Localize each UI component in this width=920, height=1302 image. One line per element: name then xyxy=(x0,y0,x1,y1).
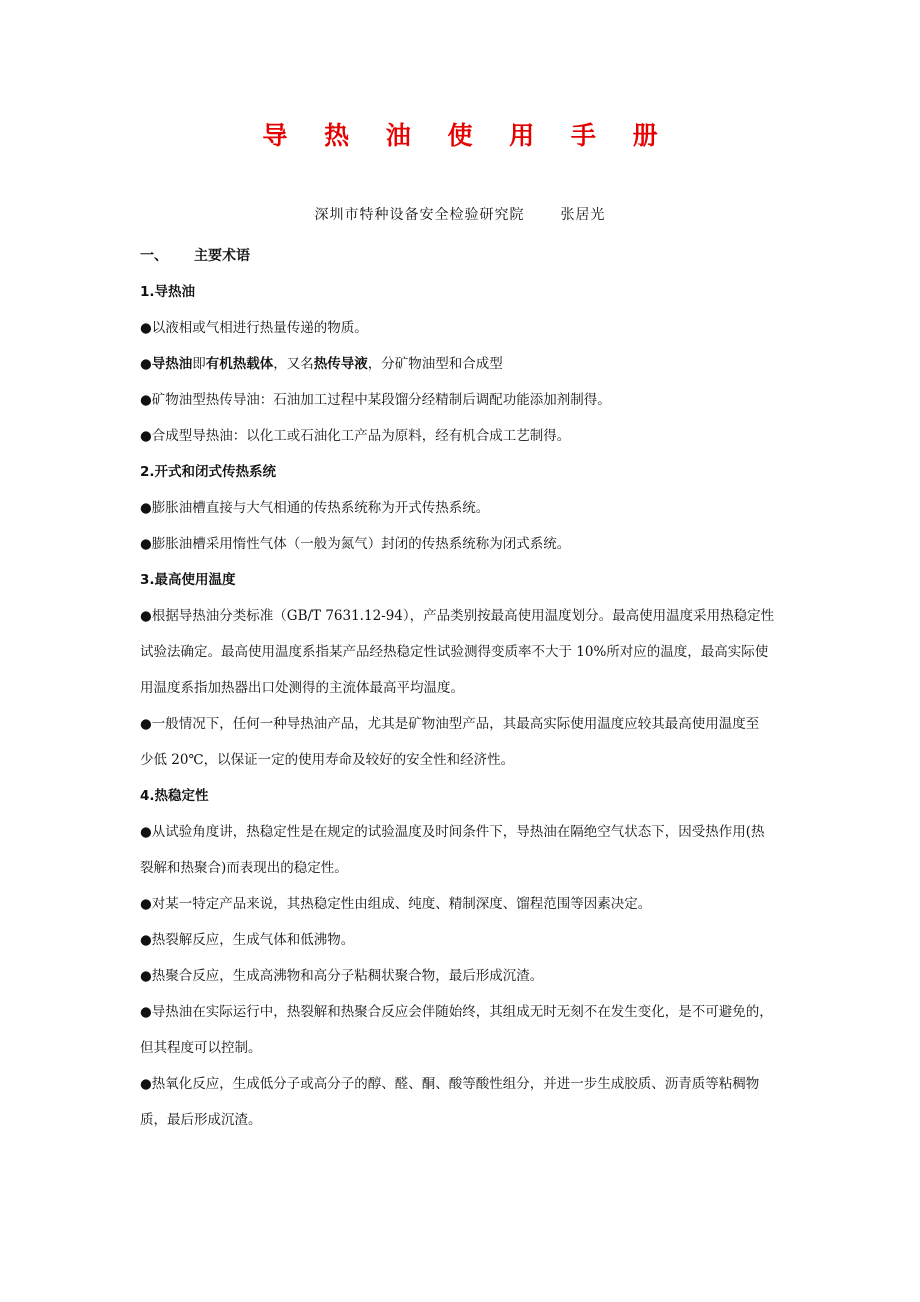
paragraph-line: 但其程度可以控制。 xyxy=(140,1040,262,1056)
paragraph: ●热聚合反应，生成高沸物和高分子粘稠状聚合物，最后形成沉渣。 xyxy=(140,968,544,984)
paragraph: ●热裂解反应，生成气体和低沸物。 xyxy=(140,932,355,948)
section-heading xyxy=(140,238,788,274)
term-bold: 导热油 xyxy=(151,356,193,372)
subsection-heading: 1.导热油 xyxy=(140,284,196,300)
paragraph-line: 试验法确定。最高使用温度系指某产品经热稳定性试验测得变质率不大于 10%所对应的温度，最高实际使 xyxy=(140,644,769,660)
document-body xyxy=(140,238,788,1138)
bullet: ● xyxy=(140,356,152,372)
byline-author: 张居光 xyxy=(560,207,606,223)
paragraph-line: ●一般情况下，任何一种导热油产品，尤其是矿物油型产品，其最高实际使用温度应较其最高使用温度至 xyxy=(140,716,760,732)
paragraph: ●膨胀油槽采用惰性气体（一般为氮气）封闭的传热系统称为闭式系统。 xyxy=(140,536,571,552)
paragraph: ●矿物油型热传导油：石油加工过程中某段馏分经精制后调配功能添加剂制得。 xyxy=(140,392,611,408)
paragraph: ●以液相或气相进行热量传递的物质。 xyxy=(140,320,368,336)
term-bold: 有机热载体 xyxy=(205,356,274,372)
paragraph-line: ●导热油在实际运行中，热裂解和热聚合反应会伴随始终，其组成无时无刻不在发生变化，是不可避免的， xyxy=(140,1004,773,1020)
subsection-heading: 3.最高使用温度 xyxy=(140,572,236,588)
subsection-heading: 4.热稳定性 xyxy=(140,788,209,804)
byline-org: 深圳市特种设备安全检验研究院 xyxy=(314,207,525,223)
paragraph-line: ●根据导热油分类标准（GB/T 7631.12-94），产品类别按最高使用温度划分。最高使用温度采用热稳定性 xyxy=(140,608,775,624)
paragraph-line: ●热氧化反应，生成低分子或高分子的醇、醛、酮、酸等酸性组分，并进一步生成胶质、沥青质等粘稠物 xyxy=(140,1076,760,1092)
paragraph: ●对某一特定产品来说，其热稳定性由组成、纯度、精制深度、馏程范围等因素决定。 xyxy=(140,896,652,912)
paragraph-line: ●从试验角度讲，热稳定性是在规定的试验温度及时间条件下，导热油在隔绝空气状态下，因受热作用(热 xyxy=(140,824,765,840)
paragraph xyxy=(140,346,788,382)
paragraph-line: 质，最后形成沉渣。 xyxy=(140,1112,262,1128)
paragraph-line: 用温度系指加热器出口处测得的主流体最高平均温度。 xyxy=(140,680,464,696)
byline xyxy=(0,204,920,224)
text: 即 xyxy=(192,356,206,372)
text: ，分矿物油型和合成型 xyxy=(367,356,503,372)
section-number: 一、 xyxy=(140,248,168,264)
paragraph: ●膨胀油槽直接与大气相通的传热系统称为开式传热系统。 xyxy=(140,500,490,516)
term-bold: 热传导液 xyxy=(313,356,368,372)
paragraph: ●合成型导热油：以化工或石油化工产品为原料，经有机合成工艺制得。 xyxy=(140,428,571,444)
document-title: 导 热 油 使 用 手 册 xyxy=(262,121,672,150)
section-label: 主要术语 xyxy=(194,248,250,264)
text: ，又名 xyxy=(273,356,314,372)
paragraph-line: 裂解和热聚合)而表现出的稳定性。 xyxy=(140,860,348,876)
paragraph-line: 少低 20℃，以保证一定的使用寿命及较好的安全性和经济性。 xyxy=(140,752,515,768)
subsection-heading: 2.开式和闭式传热系统 xyxy=(140,464,277,480)
